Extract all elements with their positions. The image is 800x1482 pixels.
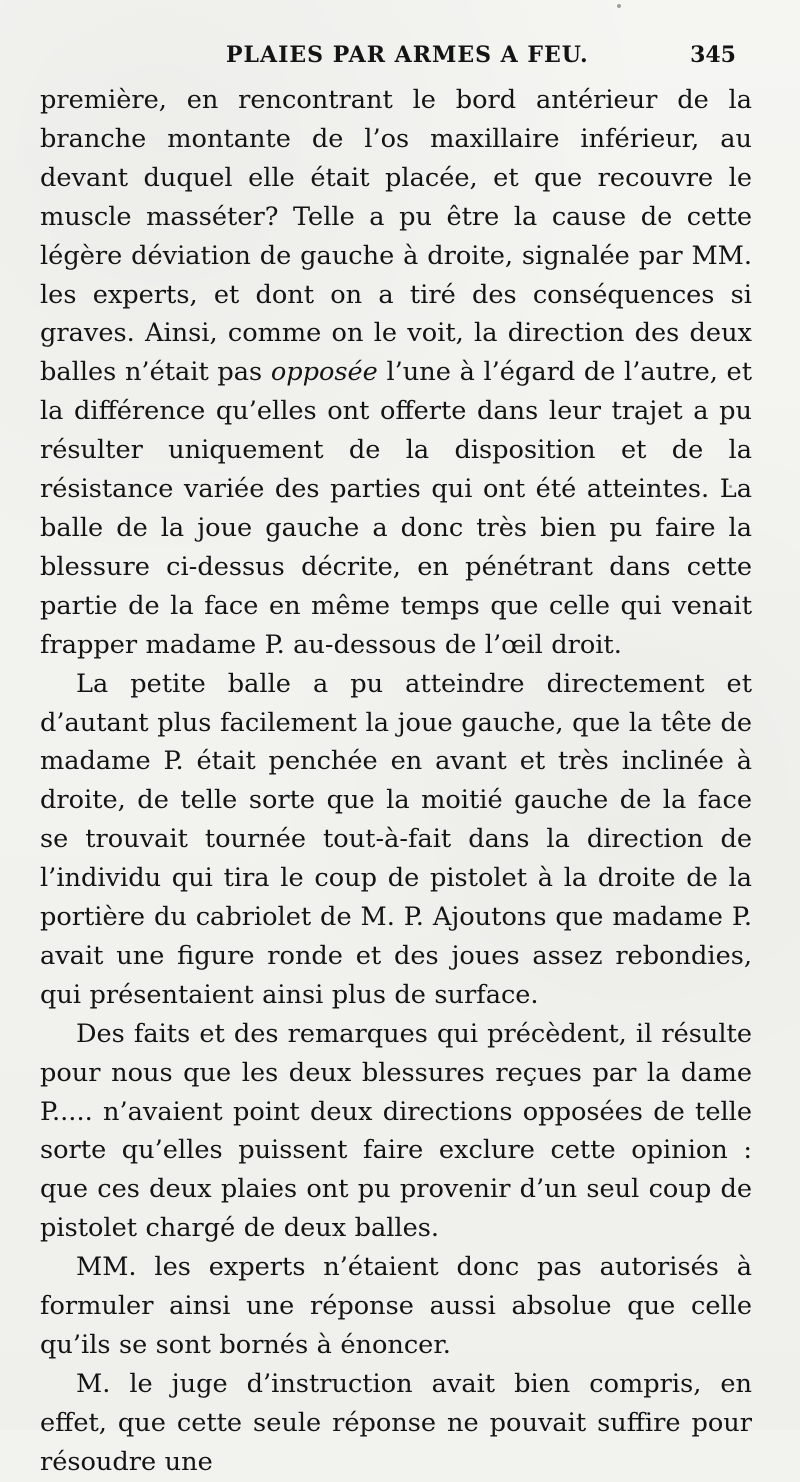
paragraph-3: Des faits et des remarques qui précèdent, il résulte pour nous que les deux blessures reçues par la dame P..... n’avaient point deux directions opposées de telle sorte qu’elles puissent faire exclure cette opinion : que ces deux plaies ont pu provenir d’un seul coup de pistolet chargé de deux balles.	[40, 1018, 752, 1244]
paragraph-4: MM. les experts n’étaient donc pas autorisés à formuler ainsi une réponse aussi absolue que celle qu’ils se sont bornés à énoncer.	[40, 1252, 752, 1360]
page-header	[0, 37, 800, 73]
page-number: 345	[690, 42, 736, 68]
paragraph-1	[40, 81, 752, 665]
running-head: PLAIES PAR ARMES A FEU.	[226, 42, 589, 68]
paragraph-1-text-part-1: première, en rencontrant le bord antérieur de la branche montante de l’os maxillaire inférieur, au devant duquel elle était placée, et que recouvre le muscle masséter? Telle a pu être la cause de cette légère déviation de gauche à droite, signalée par MM. les experts, et dont on a tiré des conséquences si graves. Ainsi, comme on le voit, la direction des deux balles n’était pas	[40, 85, 752, 388]
page-body	[40, 81, 752, 1477]
paragraph-1-text-part-2: l’une à l’égard de l’autre, et la différence qu’elles ont offerte dans leur trajet a pu résulter uniquement de la disposition et de la résistance variée des parties qui ont été atteintes. La balle de la joue gauche a donc très bien pu faire la blessure ci-dessus décrite, en pénétrant dans cette partie de la face en même temps que celle qui venait frapper madame P. au-dessous de l’œil droit.	[40, 357, 752, 660]
scan-mark	[729, 485, 732, 488]
paragraph-1-italic-word: opposée	[270, 357, 378, 388]
paragraph-2: La petite balle a pu atteindre directement et d’autant plus facilement la joue gauche, que la tête de madame P. était penchée en avant et très inclinée à droite, de telle sorte que la moitié gauche de la face se trouvait tournée tout-à-fait dans la direction de l’individu qui tira le coup de pistolet à la droite de la portière du cabriolet de M. P. Ajoutons que madame P. avait une figure ronde et des joues assez rebondies, qui présentaient ainsi plus de surface.	[40, 668, 752, 1010]
paragraph-5: M. le juge d’instruction avait bien compris, en effet, que cette seule réponse ne pouvait suffire pour résoudre une	[40, 1368, 752, 1477]
scan-mark	[617, 4, 621, 8]
